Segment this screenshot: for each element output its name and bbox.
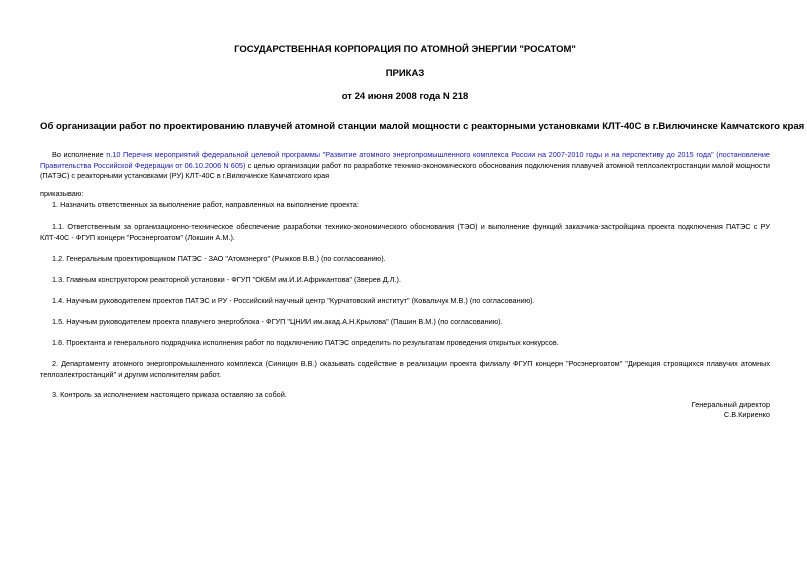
intro-paragraph <box>40 150 770 182</box>
date-number-heading: от 24 июня 2008 года N 218 <box>341 91 469 102</box>
item-1-5: 1.5. Научным руководителем проекта плавучего энергоблока - ФГУП "ЦНИИ им.акад.А.Н.Крылова" (Пашин В.М.) (по согласованию). <box>52 317 503 326</box>
signature-name: С.В.Кириенко <box>723 410 770 419</box>
item-1-1: 1.1. Ответственным за организационно-техническое обеспечение разработки технико-экономического обоснования (ТЭО) и выполнение функций заказчика-застройщика проекта подключения ПАТЭС с РУ КЛТ-40С - ФГУП концерн "Росэнергоатом" (Локшин А.М.). <box>40 222 770 242</box>
program-link[interactable]: п.10 Перечня мероприятий федеральной целевой программы "Развитие атомного энергопромышленного комплекса России на 2007-2010 годы и на перспективу до 2015 года" (постановление Правительства Российской Федерации от 06.10.2006 N 605) <box>40 150 770 170</box>
document-type-heading: ПРИКАЗ <box>385 68 425 79</box>
item-1: 1. Назначить ответственных за выполнение работ, направленных на выполнение проекта: <box>52 200 359 209</box>
item-1-2: 1.2. Генеральным проектировщиком ПАТЭС - ЗАО "Атомэнерго" (Рыжков В.В.) (по согласованию). <box>52 254 386 263</box>
item-1-6: 1.6. Проектанта и генерального подрядчика исполнения работ по подключению ПАТЭС определить по результатам проведения открытых конкурсов. <box>52 338 559 347</box>
item-2: 2. Департаменту атомного энергопромышленного комплекса (Синицин В.В.) оказывать содействие в реализации проекта филиалу ФГУП концерн "Росэнергоатом" "Дирекция строящихся плавучих атомных теплоэлектростанций" и другим исполнителям работ. <box>40 359 770 379</box>
item-3: 3. Контроль за исполнением настоящего приказа оставляю за собой. <box>52 390 287 399</box>
signature-position: Генеральный директор <box>691 400 770 409</box>
item-1-3: 1.3. Главным конструктором реакторной установки - ФГУП "ОКБМ им.И.И.Африкантова" (Зверев Д.Л.). <box>52 275 401 284</box>
order-word: приказываю: <box>40 189 84 198</box>
intro-rest: с целью организации работ по разработке технико-экономического обоснования подключения плавучей атомной теплоэлектростанции малой мощности (ПАТЭС) с реакторными установками (РУ) КЛТ-40С в г.Вилючинске Камчатского края <box>40 160 770 180</box>
document-page <box>40 0 805 571</box>
item-1-4: 1.4. Научным руководителем проектов ПАТЭС и РУ - Российский научный центр "Курчатовский институт" (Ковальчук М.В.) (по согласованию). <box>52 296 535 305</box>
document-title: Об организации работ по проектированию плавучей атомной станции малой мощности с реакторными установками КЛТ-40С в г.Вилючинске Камчатского края <box>40 121 805 132</box>
intro-lead: Во исполнение <box>52 150 107 159</box>
organization-heading: ГОСУДАРСТВЕННАЯ КОРПОРАЦИЯ ПО АТОМНОЙ ЭНЕРГИИ "РОСАТОМ" <box>234 44 576 55</box>
